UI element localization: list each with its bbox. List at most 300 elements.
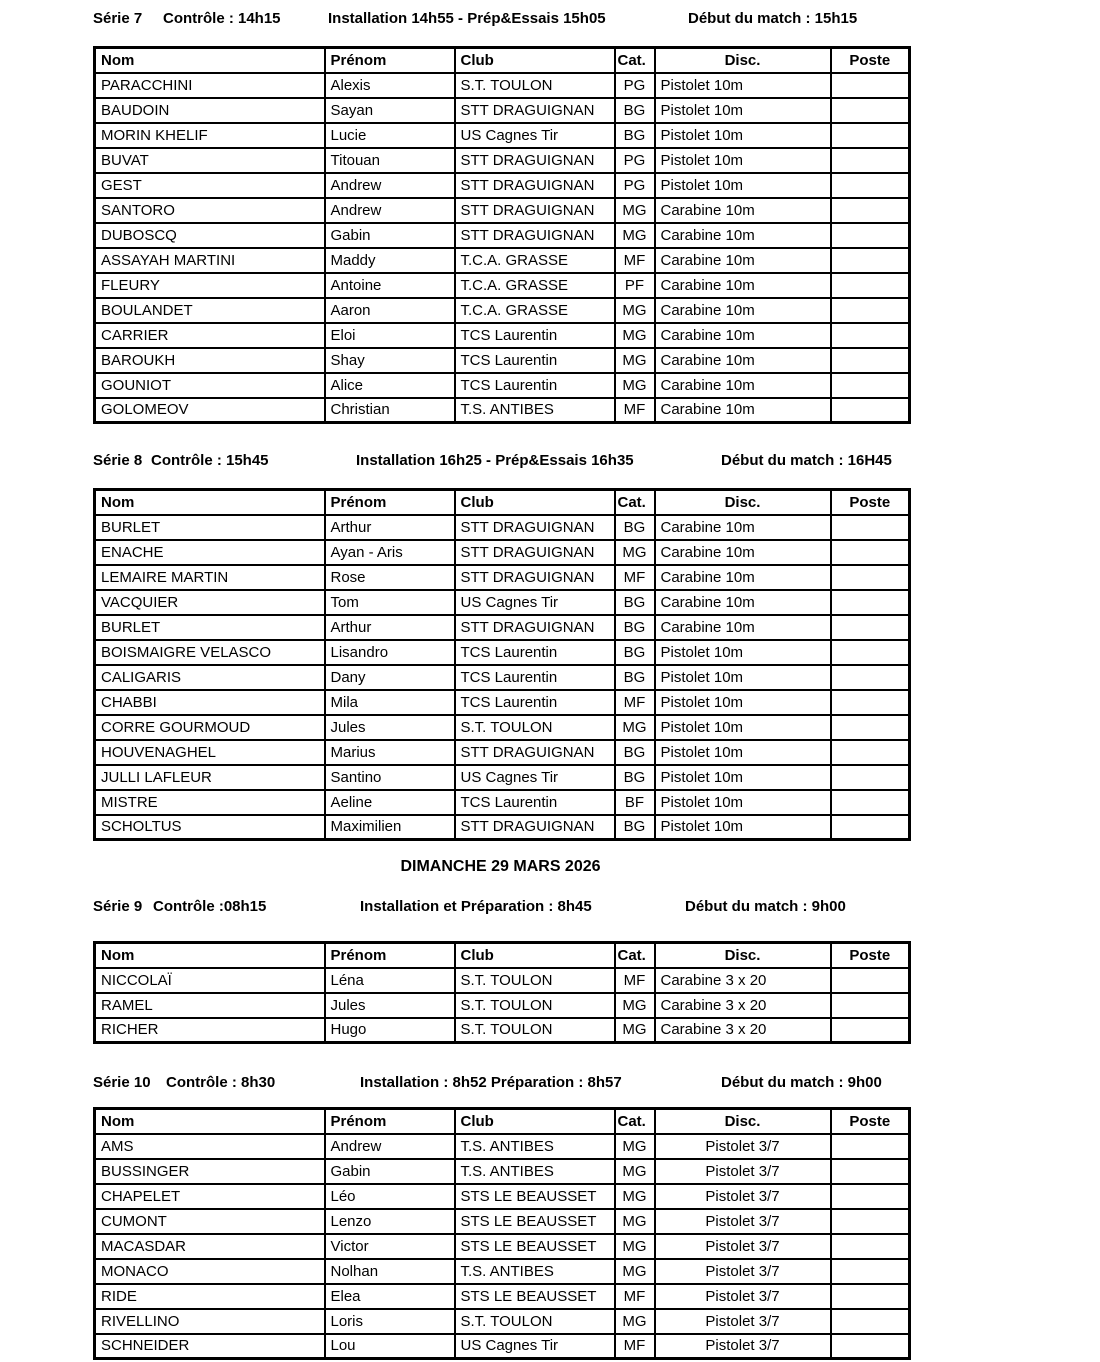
controle-time: Contrôle : 15h45: [151, 452, 269, 469]
col-header-disc: Disc.: [655, 943, 831, 968]
cell-poste: [831, 198, 910, 223]
cell-prenom: Ayan - Aris: [325, 540, 455, 565]
cell-prenom: Christian: [325, 398, 455, 423]
cell-poste: [831, 98, 910, 123]
col-header-poste: Poste: [831, 943, 910, 968]
table-header-row: [95, 943, 910, 968]
cell-poste: [831, 323, 910, 348]
table-row: [95, 348, 910, 373]
installation-time: Installation 16h25 - Prép&Essais 16h35: [356, 452, 634, 469]
cell-club: T.C.A. GRASSE: [455, 248, 615, 273]
cell-disc: Pistolet 10m: [655, 665, 831, 690]
cell-nom: MISTRE: [95, 790, 325, 815]
col-header-cat: Cat.: [615, 1109, 655, 1134]
cell-poste: [831, 1334, 910, 1359]
table-row: [95, 223, 910, 248]
cell-disc: Pistolet 10m: [655, 690, 831, 715]
cell-disc: Pistolet 10m: [655, 715, 831, 740]
cell-poste: [831, 765, 910, 790]
table-row: [95, 993, 910, 1018]
cell-poste: [831, 790, 910, 815]
col-header-disc: Disc.: [655, 490, 831, 515]
cell-disc: Carabine 10m: [655, 298, 831, 323]
cell-club: S.T. TOULON: [455, 1309, 615, 1334]
cell-prenom: Titouan: [325, 148, 455, 173]
table-row: [95, 565, 910, 590]
cell-nom: CUMONT: [95, 1209, 325, 1234]
cell-cat: MG: [615, 1209, 655, 1234]
cell-poste: [831, 1309, 910, 1334]
serie-label: Série 10: [93, 1074, 151, 1091]
cell-disc: Carabine 10m: [655, 615, 831, 640]
cell-prenom: Jules: [325, 993, 455, 1018]
table-row: [95, 715, 910, 740]
cell-poste: [831, 223, 910, 248]
cell-nom: SCHNEIDER: [95, 1334, 325, 1359]
serie-8-section: [93, 452, 1100, 841]
col-header-poste: Poste: [831, 490, 910, 515]
cell-prenom: Victor: [325, 1234, 455, 1259]
table-row: [95, 765, 910, 790]
cell-club: STS LE BEAUSSET: [455, 1184, 615, 1209]
cell-disc: Pistolet 3/7: [655, 1134, 831, 1159]
cell-nom: PARACCHINI: [95, 73, 325, 98]
table-row: [95, 1209, 910, 1234]
cell-cat: MG: [615, 373, 655, 398]
cell-prenom: Andrew: [325, 173, 455, 198]
cell-cat: MG: [615, 1259, 655, 1284]
cell-poste: [831, 148, 910, 173]
cell-disc: Pistolet 3/7: [655, 1159, 831, 1184]
cell-nom: BUVAT: [95, 148, 325, 173]
cell-club: STT DRAGUIGNAN: [455, 565, 615, 590]
cell-club: S.T. TOULON: [455, 73, 615, 98]
cell-club: S.T. TOULON: [455, 968, 615, 993]
cell-nom: HOUVENAGHEL: [95, 740, 325, 765]
cell-prenom: Léna: [325, 968, 455, 993]
cell-prenom: Antoine: [325, 273, 455, 298]
cell-prenom: Loris: [325, 1309, 455, 1334]
cell-club: STT DRAGUIGNAN: [455, 740, 615, 765]
cell-club: T.S. ANTIBES: [455, 1134, 615, 1159]
cell-disc: Pistolet 10m: [655, 98, 831, 123]
cell-cat: MG: [615, 323, 655, 348]
table-header-row: [95, 490, 910, 515]
cell-disc: Carabine 10m: [655, 248, 831, 273]
cell-poste: [831, 993, 910, 1018]
cell-poste: [831, 715, 910, 740]
cell-disc: Pistolet 10m: [655, 740, 831, 765]
cell-cat: BG: [615, 740, 655, 765]
col-header-nom: Nom: [95, 48, 325, 73]
cell-cat: PG: [615, 148, 655, 173]
controle-time: Contrôle : 14h15: [163, 10, 281, 27]
cell-prenom: Sayan: [325, 98, 455, 123]
cell-cat: MF: [615, 248, 655, 273]
cell-club: S.T. TOULON: [455, 1018, 615, 1043]
col-header-club: Club: [455, 48, 615, 73]
cell-cat: BF: [615, 790, 655, 815]
cell-disc: Carabine 10m: [655, 540, 831, 565]
cell-disc: Carabine 3 x 20: [655, 968, 831, 993]
table-row: [95, 373, 910, 398]
serie-label: Série 7: [93, 10, 143, 27]
col-header-club: Club: [455, 943, 615, 968]
serie-7-table: [93, 46, 911, 424]
cell-club: STT DRAGUIGNAN: [455, 98, 615, 123]
cell-nom: ASSAYAH MARTINI: [95, 248, 325, 273]
table-row: [95, 1334, 910, 1359]
cell-nom: NICCOLAÏ: [95, 968, 325, 993]
cell-poste: [831, 968, 910, 993]
col-header-prenom: Prénom: [325, 48, 455, 73]
cell-disc: Pistolet 10m: [655, 148, 831, 173]
cell-prenom: Alexis: [325, 73, 455, 98]
table-header-row: [95, 48, 910, 73]
cell-prenom: Tom: [325, 590, 455, 615]
cell-club: STT DRAGUIGNAN: [455, 223, 615, 248]
cell-poste: [831, 373, 910, 398]
cell-nom: GEST: [95, 173, 325, 198]
serie-8-header-line: [93, 452, 908, 471]
installation-time: Installation 14h55 - Prép&Essais 15h05: [328, 10, 606, 27]
cell-poste: [831, 640, 910, 665]
cell-prenom: Maddy: [325, 248, 455, 273]
col-header-disc: Disc.: [655, 48, 831, 73]
col-header-prenom: Prénom: [325, 1109, 455, 1134]
table-row: [95, 98, 910, 123]
cell-disc: Carabine 10m: [655, 590, 831, 615]
cell-club: STS LE BEAUSSET: [455, 1234, 615, 1259]
cell-prenom: Andrew: [325, 198, 455, 223]
table-row: [95, 1309, 910, 1334]
col-header-cat: Cat.: [615, 490, 655, 515]
cell-disc: Pistolet 3/7: [655, 1209, 831, 1234]
cell-nom: BAROUKH: [95, 348, 325, 373]
cell-club: STT DRAGUIGNAN: [455, 540, 615, 565]
cell-prenom: Lucie: [325, 123, 455, 148]
cell-prenom: Gabin: [325, 1159, 455, 1184]
cell-club: TCS Laurentin: [455, 373, 615, 398]
table-row: [95, 398, 910, 423]
cell-cat: MF: [615, 968, 655, 993]
cell-cat: MG: [615, 715, 655, 740]
col-header-nom: Nom: [95, 1109, 325, 1134]
cell-cat: BG: [615, 815, 655, 840]
table-row: [95, 198, 910, 223]
cell-nom: RIVELLINO: [95, 1309, 325, 1334]
table-row: [95, 1018, 910, 1043]
cell-prenom: Andrew: [325, 1134, 455, 1159]
cell-prenom: Nolhan: [325, 1259, 455, 1284]
cell-cat: MG: [615, 198, 655, 223]
cell-nom: BAUDOIN: [95, 98, 325, 123]
cell-disc: Carabine 10m: [655, 198, 831, 223]
cell-cat: MG: [615, 348, 655, 373]
controle-time: Contrôle :08h15: [153, 898, 267, 915]
cell-cat: MF: [615, 1334, 655, 1359]
cell-cat: MG: [615, 1234, 655, 1259]
table-row: [95, 790, 910, 815]
installation-time: Installation et Préparation : 8h45: [360, 898, 592, 915]
col-header-prenom: Prénom: [325, 490, 455, 515]
table-row: [95, 615, 910, 640]
cell-nom: GOUNIOT: [95, 373, 325, 398]
cell-cat: PG: [615, 73, 655, 98]
cell-nom: BUSSINGER: [95, 1159, 325, 1184]
cell-nom: GOLOMEOV: [95, 398, 325, 423]
cell-club: S.T. TOULON: [455, 715, 615, 740]
cell-club: T.S. ANTIBES: [455, 1259, 615, 1284]
table-row: [95, 1159, 910, 1184]
cell-prenom: Shay: [325, 348, 455, 373]
serie-9-header-line: [93, 898, 908, 917]
cell-club: STT DRAGUIGNAN: [455, 198, 615, 223]
cell-poste: [831, 398, 910, 423]
cell-poste: [831, 173, 910, 198]
cell-cat: BG: [615, 615, 655, 640]
table-row: [95, 1134, 910, 1159]
cell-prenom: Léo: [325, 1184, 455, 1209]
cell-nom: DUBOSCQ: [95, 223, 325, 248]
col-header-club: Club: [455, 1109, 615, 1134]
cell-nom: RICHER: [95, 1018, 325, 1043]
cell-club: T.C.A. GRASSE: [455, 298, 615, 323]
cell-cat: MG: [615, 1018, 655, 1043]
cell-prenom: Gabin: [325, 223, 455, 248]
cell-club: STT DRAGUIGNAN: [455, 515, 615, 540]
cell-nom: MONACO: [95, 1259, 325, 1284]
cell-poste: [831, 540, 910, 565]
cell-disc: Pistolet 10m: [655, 815, 831, 840]
cell-poste: [831, 615, 910, 640]
table-row: [95, 1284, 910, 1309]
cell-nom: AMS: [95, 1134, 325, 1159]
table-row: [95, 590, 910, 615]
serie-label: Série 9: [93, 898, 143, 915]
cell-nom: RIDE: [95, 1284, 325, 1309]
cell-disc: Pistolet 10m: [655, 73, 831, 98]
cell-club: STT DRAGUIGNAN: [455, 615, 615, 640]
installation-time: Installation : 8h52 Préparation : 8h57: [360, 1074, 622, 1091]
col-header-prenom: Prénom: [325, 943, 455, 968]
cell-prenom: Elea: [325, 1284, 455, 1309]
cell-club: TCS Laurentin: [455, 348, 615, 373]
cell-cat: MG: [615, 1184, 655, 1209]
cell-poste: [831, 565, 910, 590]
serie-10-header-line: [93, 1074, 908, 1093]
col-header-nom: Nom: [95, 943, 325, 968]
table-row: [95, 248, 910, 273]
cell-club: STT DRAGUIGNAN: [455, 173, 615, 198]
table-row: [95, 1184, 910, 1209]
cell-disc: Pistolet 3/7: [655, 1234, 831, 1259]
cell-club: STT DRAGUIGNAN: [455, 148, 615, 173]
cell-cat: PG: [615, 173, 655, 198]
table-row: [95, 173, 910, 198]
table-row: [95, 298, 910, 323]
cell-prenom: Lou: [325, 1334, 455, 1359]
cell-nom: CHAPELET: [95, 1184, 325, 1209]
cell-nom: SCHOLTUS: [95, 815, 325, 840]
col-header-poste: Poste: [831, 1109, 910, 1134]
cell-cat: PF: [615, 273, 655, 298]
debut-time: Début du match : 16H45: [721, 452, 892, 469]
cell-prenom: Lenzo: [325, 1209, 455, 1234]
table-row: [95, 515, 910, 540]
cell-club: TCS Laurentin: [455, 665, 615, 690]
cell-nom: BOISMAIGRE VELASCO: [95, 640, 325, 665]
cell-cat: MF: [615, 565, 655, 590]
cell-poste: [831, 1018, 910, 1043]
cell-prenom: Jules: [325, 715, 455, 740]
cell-disc: Carabine 10m: [655, 373, 831, 398]
cell-poste: [831, 248, 910, 273]
cell-nom: FLEURY: [95, 273, 325, 298]
serie-7-section: [93, 10, 1100, 424]
debut-time: Début du match : 9h00: [721, 1074, 882, 1091]
col-header-disc: Disc.: [655, 1109, 831, 1134]
cell-cat: MG: [615, 223, 655, 248]
debut-time: Début du match : 15h15: [688, 10, 858, 27]
cell-disc: Pistolet 10m: [655, 765, 831, 790]
cell-disc: Carabine 3 x 20: [655, 993, 831, 1018]
cell-disc: Pistolet 3/7: [655, 1334, 831, 1359]
cell-disc: Pistolet 10m: [655, 640, 831, 665]
day-header: DIMANCHE 29 MARS 2026: [400, 858, 601, 875]
col-header-cat: Cat.: [615, 48, 655, 73]
cell-prenom: Marius: [325, 740, 455, 765]
cell-prenom: Arthur: [325, 615, 455, 640]
serie-10-table: [93, 1107, 911, 1360]
table-row: [95, 665, 910, 690]
cell-prenom: Rose: [325, 565, 455, 590]
cell-nom: VACQUIER: [95, 590, 325, 615]
cell-club: US Cagnes Tir: [455, 123, 615, 148]
cell-nom: BOULANDET: [95, 298, 325, 323]
cell-poste: [831, 665, 910, 690]
cell-prenom: Dany: [325, 665, 455, 690]
cell-cat: BG: [615, 98, 655, 123]
cell-nom: LEMAIRE MARTIN: [95, 565, 325, 590]
col-header-nom: Nom: [95, 490, 325, 515]
debut-time: Début du match : 9h00: [685, 898, 846, 915]
serie-10-section: [93, 1074, 1100, 1360]
table-row: [95, 323, 910, 348]
serie-label: Série 8: [93, 452, 143, 469]
cell-poste: [831, 1284, 910, 1309]
cell-cat: BG: [615, 590, 655, 615]
cell-cat: BG: [615, 665, 655, 690]
cell-prenom: Santino: [325, 765, 455, 790]
table-header-row: [95, 1109, 910, 1134]
cell-cat: BG: [615, 123, 655, 148]
cell-club: STS LE BEAUSSET: [455, 1284, 615, 1309]
cell-cat: MF: [615, 398, 655, 423]
cell-disc: Carabine 10m: [655, 515, 831, 540]
cell-disc: Carabine 10m: [655, 273, 831, 298]
cell-cat: MG: [615, 1159, 655, 1184]
cell-prenom: Arthur: [325, 515, 455, 540]
cell-cat: MG: [615, 298, 655, 323]
cell-poste: [831, 1159, 910, 1184]
cell-club: S.T. TOULON: [455, 993, 615, 1018]
cell-cat: MF: [615, 1284, 655, 1309]
cell-club: TCS Laurentin: [455, 640, 615, 665]
cell-nom: CHABBI: [95, 690, 325, 715]
cell-poste: [831, 273, 910, 298]
cell-poste: [831, 1209, 910, 1234]
cell-nom: CALIGARIS: [95, 665, 325, 690]
cell-poste: [831, 515, 910, 540]
cell-cat: BG: [615, 515, 655, 540]
cell-nom: JULLI LAFLEUR: [95, 765, 325, 790]
table-row: [95, 73, 910, 98]
table-row: [95, 815, 910, 840]
col-header-cat: Cat.: [615, 943, 655, 968]
cell-nom: MACASDAR: [95, 1234, 325, 1259]
cell-disc: Carabine 10m: [655, 323, 831, 348]
col-header-poste: Poste: [831, 48, 910, 73]
table-row: [95, 640, 910, 665]
cell-poste: [831, 1234, 910, 1259]
cell-cat: MG: [615, 993, 655, 1018]
cell-club: T.C.A. GRASSE: [455, 273, 615, 298]
cell-disc: Carabine 10m: [655, 348, 831, 373]
table-row: [95, 690, 910, 715]
cell-prenom: Lisandro: [325, 640, 455, 665]
cell-nom: ENACHE: [95, 540, 325, 565]
cell-nom: BURLET: [95, 615, 325, 640]
table-row: [95, 273, 910, 298]
cell-club: TCS Laurentin: [455, 690, 615, 715]
table-row: [95, 123, 910, 148]
cell-nom: SANTORO: [95, 198, 325, 223]
cell-poste: [831, 1259, 910, 1284]
cell-prenom: Hugo: [325, 1018, 455, 1043]
cell-prenom: Eloi: [325, 323, 455, 348]
cell-club: TCS Laurentin: [455, 790, 615, 815]
cell-poste: [831, 1134, 910, 1159]
cell-disc: Pistolet 3/7: [655, 1309, 831, 1334]
cell-club: US Cagnes Tir: [455, 765, 615, 790]
cell-cat: MG: [615, 1309, 655, 1334]
cell-disc: Carabine 10m: [655, 565, 831, 590]
cell-disc: Carabine 10m: [655, 223, 831, 248]
table-row: [95, 148, 910, 173]
cell-cat: MG: [615, 1134, 655, 1159]
cell-prenom: Mila: [325, 690, 455, 715]
cell-poste: [831, 348, 910, 373]
cell-cat: BG: [615, 640, 655, 665]
cell-club: STS LE BEAUSSET: [455, 1209, 615, 1234]
cell-nom: MORIN KHELIF: [95, 123, 325, 148]
cell-nom: CORRE GOURMOUD: [95, 715, 325, 740]
cell-disc: Pistolet 10m: [655, 790, 831, 815]
cell-cat: BG: [615, 765, 655, 790]
cell-club: STT DRAGUIGNAN: [455, 815, 615, 840]
serie-9-section: [93, 898, 1100, 1044]
cell-poste: [831, 73, 910, 98]
col-header-club: Club: [455, 490, 615, 515]
cell-club: TCS Laurentin: [455, 323, 615, 348]
cell-club: US Cagnes Tir: [455, 590, 615, 615]
cell-poste: [831, 590, 910, 615]
cell-prenom: Maximilien: [325, 815, 455, 840]
table-row: [95, 540, 910, 565]
table-row: [95, 968, 910, 993]
cell-disc: Carabine 10m: [655, 398, 831, 423]
